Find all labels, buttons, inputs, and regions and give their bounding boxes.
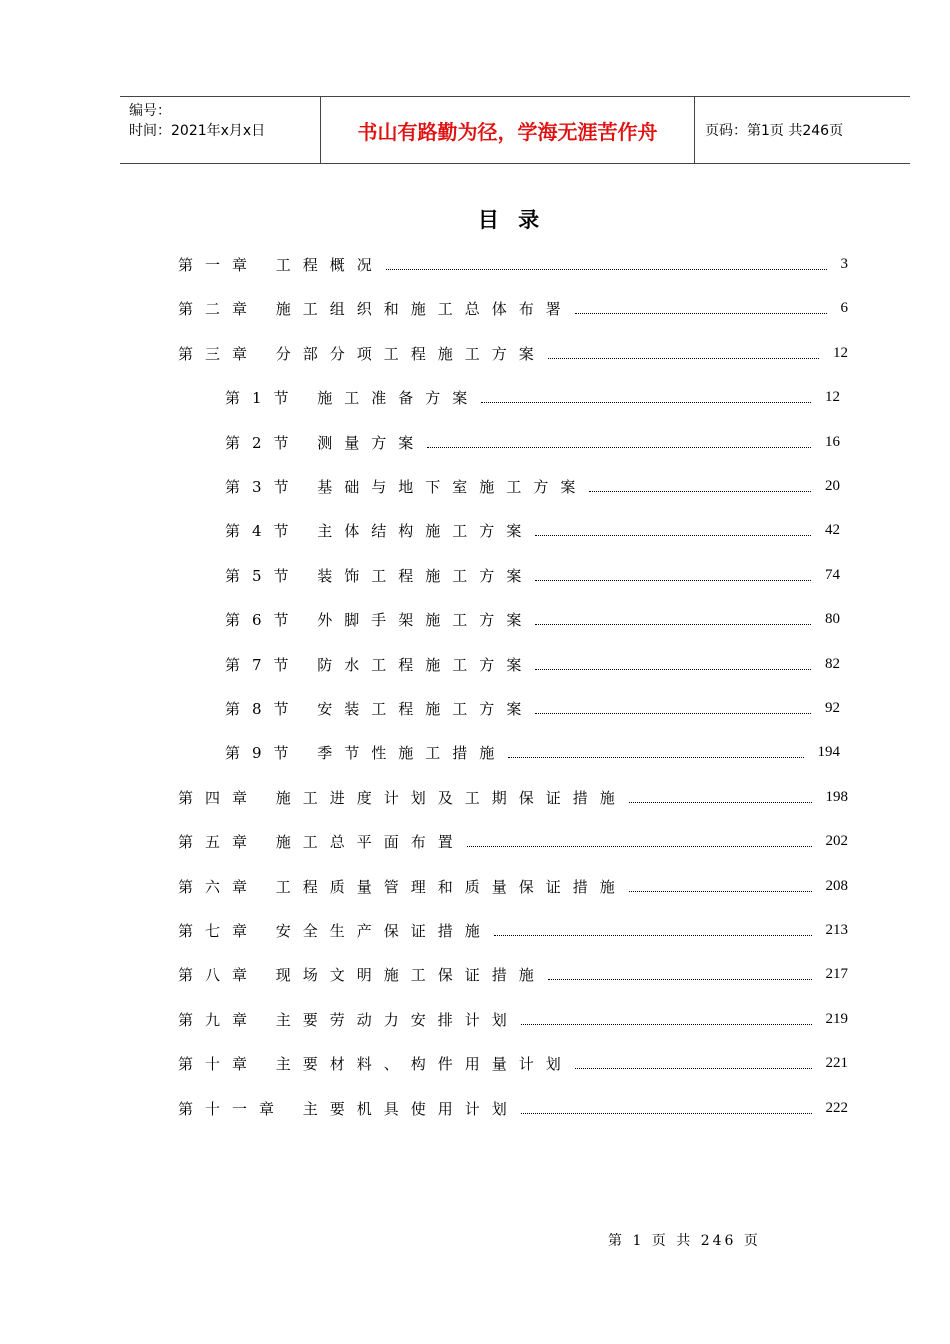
- toc-entry-page: 208: [825, 877, 848, 894]
- header-motto: 书山有路勤为径，学海无涯苦作舟: [321, 97, 695, 163]
- toc-title: 目 录: [477, 207, 546, 232]
- toc-entry-page: 219: [825, 1010, 848, 1027]
- toc-section-entry[interactable]: [225, 518, 840, 542]
- toc-entry-label: 第四章 施工进度计划及工期保证措施: [178, 788, 627, 807]
- toc-entry-label: 第一章 工程概况: [178, 255, 384, 274]
- header-meta: [120, 97, 321, 163]
- toc-leader-dots: [427, 447, 811, 448]
- toc-chapter-entry[interactable]: [178, 874, 848, 898]
- toc-section-entry[interactable]: [225, 430, 840, 454]
- toc-chapter-entry[interactable]: [178, 918, 848, 942]
- toc-leader-dots: [386, 269, 827, 270]
- toc-leader-dots: [629, 891, 812, 892]
- toc-leader-dots: [535, 624, 811, 625]
- toc-chapter-entry[interactable]: [178, 341, 848, 365]
- toc-chapter-entry[interactable]: [178, 785, 848, 809]
- toc-section-entry[interactable]: [225, 696, 840, 720]
- toc-leader-dots: [548, 358, 819, 359]
- toc-entry-label: 第6节 外脚手架施工方案: [225, 610, 534, 629]
- toc-leader-dots: [494, 935, 812, 936]
- toc-entry-label: 第4节 主体结构施工方案: [225, 521, 534, 540]
- toc-entry-label: 第5节 装饰工程施工方案: [225, 566, 534, 585]
- toc-entry-page: 16: [825, 433, 840, 450]
- toc-entry-label: 第3节 基础与地下室施工方案: [225, 477, 588, 496]
- toc-leader-dots: [575, 313, 827, 314]
- toc-leader-dots: [521, 1113, 812, 1114]
- toc-entry-label: 第七章 安全生产保证措施: [178, 921, 492, 940]
- toc-leader-dots: [548, 979, 812, 980]
- toc-section-entry[interactable]: [225, 385, 840, 409]
- toc-leader-dots: [535, 535, 811, 536]
- toc-entry-page: 82: [825, 655, 840, 672]
- toc-section-entry[interactable]: [225, 607, 840, 631]
- toc-entry-page: 3: [840, 255, 848, 272]
- toc-entry-page: 92: [825, 699, 840, 716]
- toc-leader-dots: [575, 1068, 812, 1069]
- toc-leader-dots: [629, 802, 812, 803]
- toc-entry-page: 12: [825, 388, 840, 405]
- toc-entry-label: 第二章 施工组织和施工总体布署: [178, 299, 573, 318]
- toc-entry-page: 194: [817, 743, 840, 760]
- toc-leader-dots: [521, 1024, 812, 1025]
- toc-entry-label: 第2节 测量方案: [225, 433, 426, 452]
- toc-section-entry[interactable]: [225, 563, 840, 587]
- toc-chapter-entry[interactable]: [178, 1096, 848, 1120]
- toc-leader-dots: [535, 713, 811, 714]
- time-label: 时间：2021年x月x日: [129, 123, 266, 139]
- toc-chapter-entry[interactable]: [178, 252, 848, 276]
- toc-chapter-entry[interactable]: [178, 1007, 848, 1031]
- toc-entry-label: 第五章 施工总平面布置: [178, 832, 465, 851]
- toc-leader-dots: [535, 669, 811, 670]
- toc-chapter-entry[interactable]: [178, 296, 848, 320]
- toc-leader-dots: [508, 757, 803, 758]
- toc-entry-label: 第三章 分部分项工程施工方案: [178, 344, 546, 363]
- toc-entry-label: 第六章 工程质量管理和质量保证措施: [178, 877, 627, 896]
- toc-entry-page: 202: [825, 832, 848, 849]
- toc-entry-label: 第7节 防水工程施工方案: [225, 655, 534, 674]
- toc-entry-page: 42: [825, 521, 840, 538]
- toc-chapter-entry[interactable]: [178, 962, 848, 986]
- toc-leader-dots: [481, 402, 811, 403]
- number-label: 编号：: [129, 103, 171, 119]
- toc-entry-label: 第十一章 主要机具使用计划: [178, 1099, 519, 1118]
- toc-entry-label: 第十章 主要材料、构件用量计划: [178, 1054, 573, 1073]
- toc-entry-label: 第九章 主要劳动力安排计划: [178, 1010, 519, 1029]
- header-page-info: 页码：第1页 共246页: [705, 123, 844, 139]
- toc-entry-page: 198: [825, 788, 848, 805]
- toc-section-entry[interactable]: [225, 652, 840, 676]
- toc-entry-page: 74: [825, 566, 840, 583]
- toc-leader-dots: [467, 846, 812, 847]
- toc-entry-label: 第8节 安装工程施工方案: [225, 699, 534, 718]
- toc-entry-page: 12: [833, 344, 848, 361]
- toc-entry-page: 221: [825, 1054, 848, 1071]
- toc-entry-label: 第9节 季节性施工措施: [225, 743, 507, 762]
- toc-entry-page: 6: [840, 299, 848, 316]
- toc-entry-page: 20: [825, 477, 840, 494]
- toc-entry-label: 第1节 施工准备方案: [225, 388, 480, 407]
- page-header: [120, 96, 910, 164]
- toc-entry-label: 第八章 现场文明施工保证措施: [178, 965, 546, 984]
- toc-section-entry[interactable]: [225, 740, 840, 764]
- toc-chapter-entry[interactable]: [178, 1051, 848, 1075]
- toc-leader-dots: [589, 491, 811, 492]
- toc-entry-page: 222: [825, 1099, 848, 1116]
- toc-entry-page: 213: [825, 921, 848, 938]
- page-footer: 第 1 页 共 246 页: [608, 1233, 761, 1249]
- toc-leader-dots: [535, 580, 811, 581]
- toc-entry-page: 217: [825, 965, 848, 982]
- toc-chapter-entry[interactable]: [178, 829, 848, 853]
- toc-section-entry[interactable]: [225, 474, 840, 498]
- toc-entry-page: 80: [825, 610, 840, 627]
